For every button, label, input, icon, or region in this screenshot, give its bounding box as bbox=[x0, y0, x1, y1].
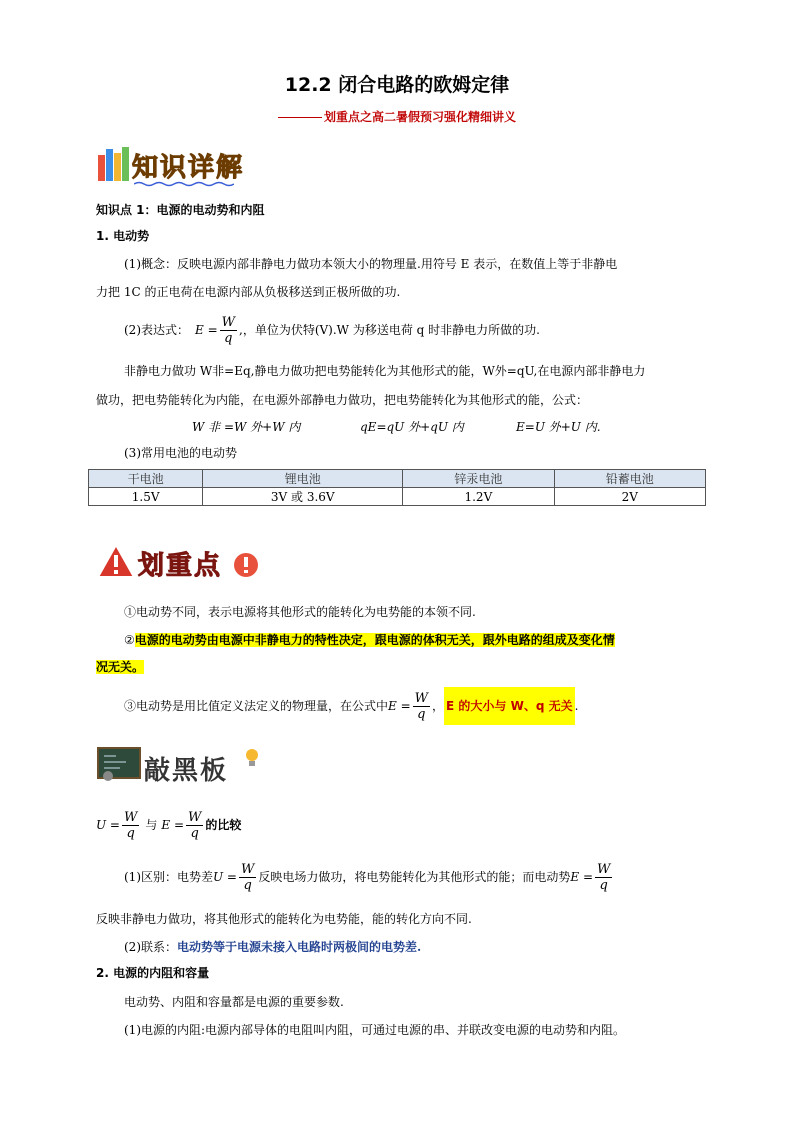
section2-heading: 2. 电源的内阻和容量 bbox=[96, 966, 210, 980]
difference-line: (1)区别：电势差 U = $\frac{W}{q}$ 反映电场力做功，将电势能转化为其他形式的能；而电动势 E = $\frac{W}{q}$ bbox=[124, 861, 611, 893]
warning-icon bbox=[96, 543, 136, 579]
lightbulb-icon bbox=[242, 746, 262, 770]
exclamation-icon bbox=[232, 551, 260, 579]
expr-fraction bbox=[220, 315, 237, 346]
compare-u: U = bbox=[96, 818, 120, 832]
keypoint-3: ③电动势是用比值定义法定义的物理量，在公式中 E = $\frac{W}{q}$ ， E 的大小与 W、q 无关 . bbox=[124, 686, 578, 726]
keypoint-2-mark: ② bbox=[124, 633, 135, 647]
knowledge-banner-title: 知识详解 bbox=[132, 153, 245, 183]
knowledge-banner bbox=[96, 145, 276, 185]
section2-line2: (1)电源的内阻:电源内部导体的电阻叫内阻，可通过电源的串、并联改变电源的电动势和内阻。 bbox=[124, 1023, 626, 1037]
compare-e: E = bbox=[161, 818, 185, 832]
keypoint-2-text: 电源的电动势由电源中非静电力的特性决定，跟电源的体积无关，跟外电路的组成及变化情 bbox=[134, 633, 615, 647]
blackboard-banner bbox=[96, 746, 276, 786]
keypoint-2-text-cont: 况无关。 bbox=[96, 660, 145, 674]
blackboard-banner-title: 敲黑板 bbox=[144, 756, 229, 786]
table-header: 锂电池 bbox=[203, 470, 403, 488]
keypoint-2-line1 bbox=[124, 631, 615, 649]
table-header: 干电池 bbox=[89, 470, 203, 488]
concept-line1: (1)概念：反映电源内部非静电力做功本领大小的物理量.用符号 E 表示，在数值上等于非静电 bbox=[124, 257, 618, 271]
frac-num: W bbox=[221, 314, 236, 330]
keypoint-1: ①电动势不同，表示电源将其他形式的能转化为电势能的本领不同. bbox=[124, 605, 476, 619]
keypoint-3-lhs: E = bbox=[388, 699, 411, 713]
table-cell: 2V bbox=[554, 488, 705, 506]
table-cell: 3V 或 3.6V bbox=[203, 488, 403, 506]
table-header-row bbox=[89, 470, 706, 488]
frac-den: q bbox=[224, 330, 233, 346]
nonstatic-line1: 非静电力做功 W非=Eq,静电力做功把电势能转化为其他形式的能，W外=qU,在电源内部非静电力 bbox=[124, 364, 646, 378]
expr-lhs: E = bbox=[195, 323, 218, 337]
relation-highlight: 电动势等于电源未接入电路时两极间的电势差. bbox=[177, 940, 422, 954]
section1-sub1: 1. 电动势 bbox=[96, 229, 150, 243]
keypoint-2-line2 bbox=[96, 658, 144, 676]
blackboard-icon bbox=[96, 746, 142, 786]
page-subtitle bbox=[0, 108, 794, 125]
relation-line: (2)联系：电动势等于电源未接入电路时两极间的电势差. bbox=[124, 940, 422, 954]
expression-line bbox=[124, 310, 540, 350]
keypoint-banner bbox=[96, 543, 276, 583]
formula-2: qE=qU 外+qU 内 bbox=[360, 420, 464, 434]
nonstatic-line2: 做功，把电势能转化为内能，在电源外部静电力做功，把电势能转化为其他形式的能，公式： bbox=[96, 393, 589, 407]
concept-line2: 力把 1C 的正电荷在电源内部从负极移送到正极所做的功. bbox=[96, 285, 401, 299]
expr-prefix: (2)表达式： bbox=[124, 323, 189, 337]
table-row bbox=[89, 488, 706, 506]
table-cell: 1.2V bbox=[403, 488, 554, 506]
keypoint-3-fraction: $\frac{W}{q}$ bbox=[414, 690, 429, 722]
keypoint-banner-title: 划重点 bbox=[138, 551, 223, 581]
subtitle-text: 划重点之高二暑假预习强化精细讲义 bbox=[323, 110, 516, 124]
compare-line: U = $\frac{W}{q}$ 与 E = $\frac{W}{q}$ 的比较 bbox=[96, 809, 242, 841]
formula-1: W 非 =W 外+W 内 bbox=[192, 420, 301, 434]
keypoint-3-prefix: ③电动势是用比值定义法定义的物理量，在公式中 bbox=[124, 699, 389, 713]
table-header: 锌汞电池 bbox=[403, 470, 554, 488]
keypoint-3-highlight: E 的大小与 W、q 无关 bbox=[444, 687, 575, 725]
section2-line1: 电动势、内阻和容量都是电源的重要参数. bbox=[124, 995, 344, 1009]
common-label: (3)常用电池的电动势 bbox=[124, 446, 237, 460]
table-header: 铅蓄电池 bbox=[554, 470, 705, 488]
expr-suffix: ,，单位为伏特(V).W 为移送电荷 q 时非静电力所做的功. bbox=[239, 323, 540, 337]
difference-line2: 反映非静电力做功，将其他形式的能转化为电势能，能的转化方向不同. bbox=[96, 912, 472, 926]
table-cell: 1.5V bbox=[89, 488, 203, 506]
page-title: 12.2 闭合电路的欧姆定律 bbox=[284, 74, 510, 96]
books-icon bbox=[96, 145, 136, 183]
battery-table bbox=[88, 469, 706, 506]
formula-3: E=U 外+U 内. bbox=[516, 420, 601, 434]
section1-heading: 知识点 1：电源的电动势和内阻 bbox=[96, 203, 265, 217]
